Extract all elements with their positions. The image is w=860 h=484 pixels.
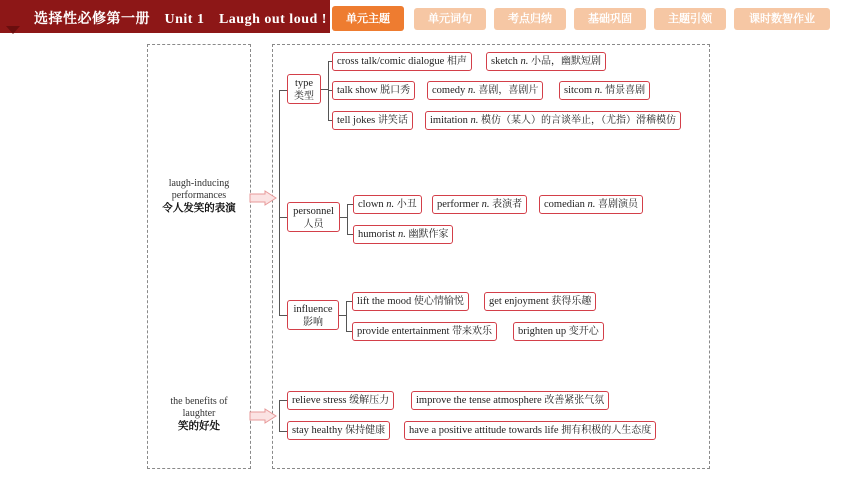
connector-line <box>321 89 328 90</box>
tab-theme-guide[interactable]: 主题引领 <box>654 8 726 30</box>
connector-line <box>346 301 347 331</box>
term-box: relieve stress 缓解压力 <box>287 391 394 410</box>
term-box: clown n. 小丑 <box>353 195 422 214</box>
connector-line <box>279 431 287 432</box>
term-box: provide entertainment 带来欢乐 <box>352 322 497 341</box>
term-box: have a positive attitude towards life 拥有积极的人生态度 <box>404 421 656 440</box>
group-en: type <box>294 78 314 89</box>
group-en: influence <box>293 304 333 315</box>
category-zh: 令人发笑的表演 <box>162 202 236 214</box>
term-box: get enjoyment 获得乐趣 <box>484 292 596 311</box>
connector-line <box>279 90 287 91</box>
tab-homework[interactable]: 课时数智作业 <box>734 8 830 30</box>
group-en: personnel <box>293 206 334 217</box>
term-box: imitation n. 模仿（某人）的言谈举止，（尤指）滑稽模仿 <box>425 111 681 130</box>
category-en: laugh-inducing <box>168 178 230 189</box>
term-box: talk show 脱口秀 <box>332 81 415 100</box>
term-box: improve the tense atmosphere 改善紧张气氛 <box>411 391 609 410</box>
category-en: the benefits of <box>170 396 228 407</box>
category-en: laughter <box>182 408 216 419</box>
tab-unit-vocabulary[interactable]: 单元词句 <box>414 8 486 30</box>
group-influence <box>287 300 339 330</box>
term-box: comedy n. 喜剧，喜剧片 <box>427 81 543 100</box>
connector-line <box>279 400 287 401</box>
tab-key-points[interactable]: 考点归纳 <box>494 8 566 30</box>
connector-line <box>340 217 347 218</box>
connector-line <box>279 315 287 316</box>
title-band <box>0 0 330 33</box>
term-box: cross talk/comic dialogue 相声 <box>332 52 472 71</box>
term-box: brighten up 变开心 <box>513 322 604 341</box>
term-box: sketch n. 小品，幽默短剧 <box>486 52 606 71</box>
top-bar <box>0 0 860 36</box>
group-zh: 影响 <box>303 317 323 328</box>
term-box: tell jokes 讲笑话 <box>332 111 413 130</box>
corner-triangle-icon <box>6 26 20 34</box>
category-performances <box>147 178 251 214</box>
connector-line <box>279 400 280 431</box>
term-box: lift the mood 使心情愉悦 <box>352 292 469 311</box>
term-box: stay healthy 保持健康 <box>287 421 390 440</box>
category-en: performances <box>171 190 227 201</box>
term-box: comedian n. 喜剧演员 <box>539 195 643 214</box>
connector-line <box>279 217 287 218</box>
group-type <box>287 74 321 104</box>
term-box: sitcom n. 情景喜剧 <box>559 81 650 100</box>
connector-line <box>347 204 348 234</box>
term-box: performer n. 表演者 <box>432 195 527 214</box>
tab-basic-practice[interactable]: 基础巩固 <box>574 8 646 30</box>
page-title: 选择性必修第一册 Unit 1 Laugh out loud ! <box>34 12 327 27</box>
group-zh: 人员 <box>303 219 324 230</box>
nav-tabs <box>330 0 860 33</box>
term-box: humorist n. 幽默作家 <box>353 225 453 244</box>
arrow-right-icon <box>249 190 277 206</box>
group-personnel <box>287 202 340 232</box>
connector-line <box>339 315 346 316</box>
category-benefits <box>147 396 251 432</box>
arrow-right-icon <box>249 408 277 424</box>
tab-unit-theme[interactable]: 单元主题 <box>332 6 404 31</box>
connector-line <box>279 90 280 316</box>
category-zh: 笑的好处 <box>178 420 220 432</box>
group-zh: 类型 <box>294 91 314 102</box>
